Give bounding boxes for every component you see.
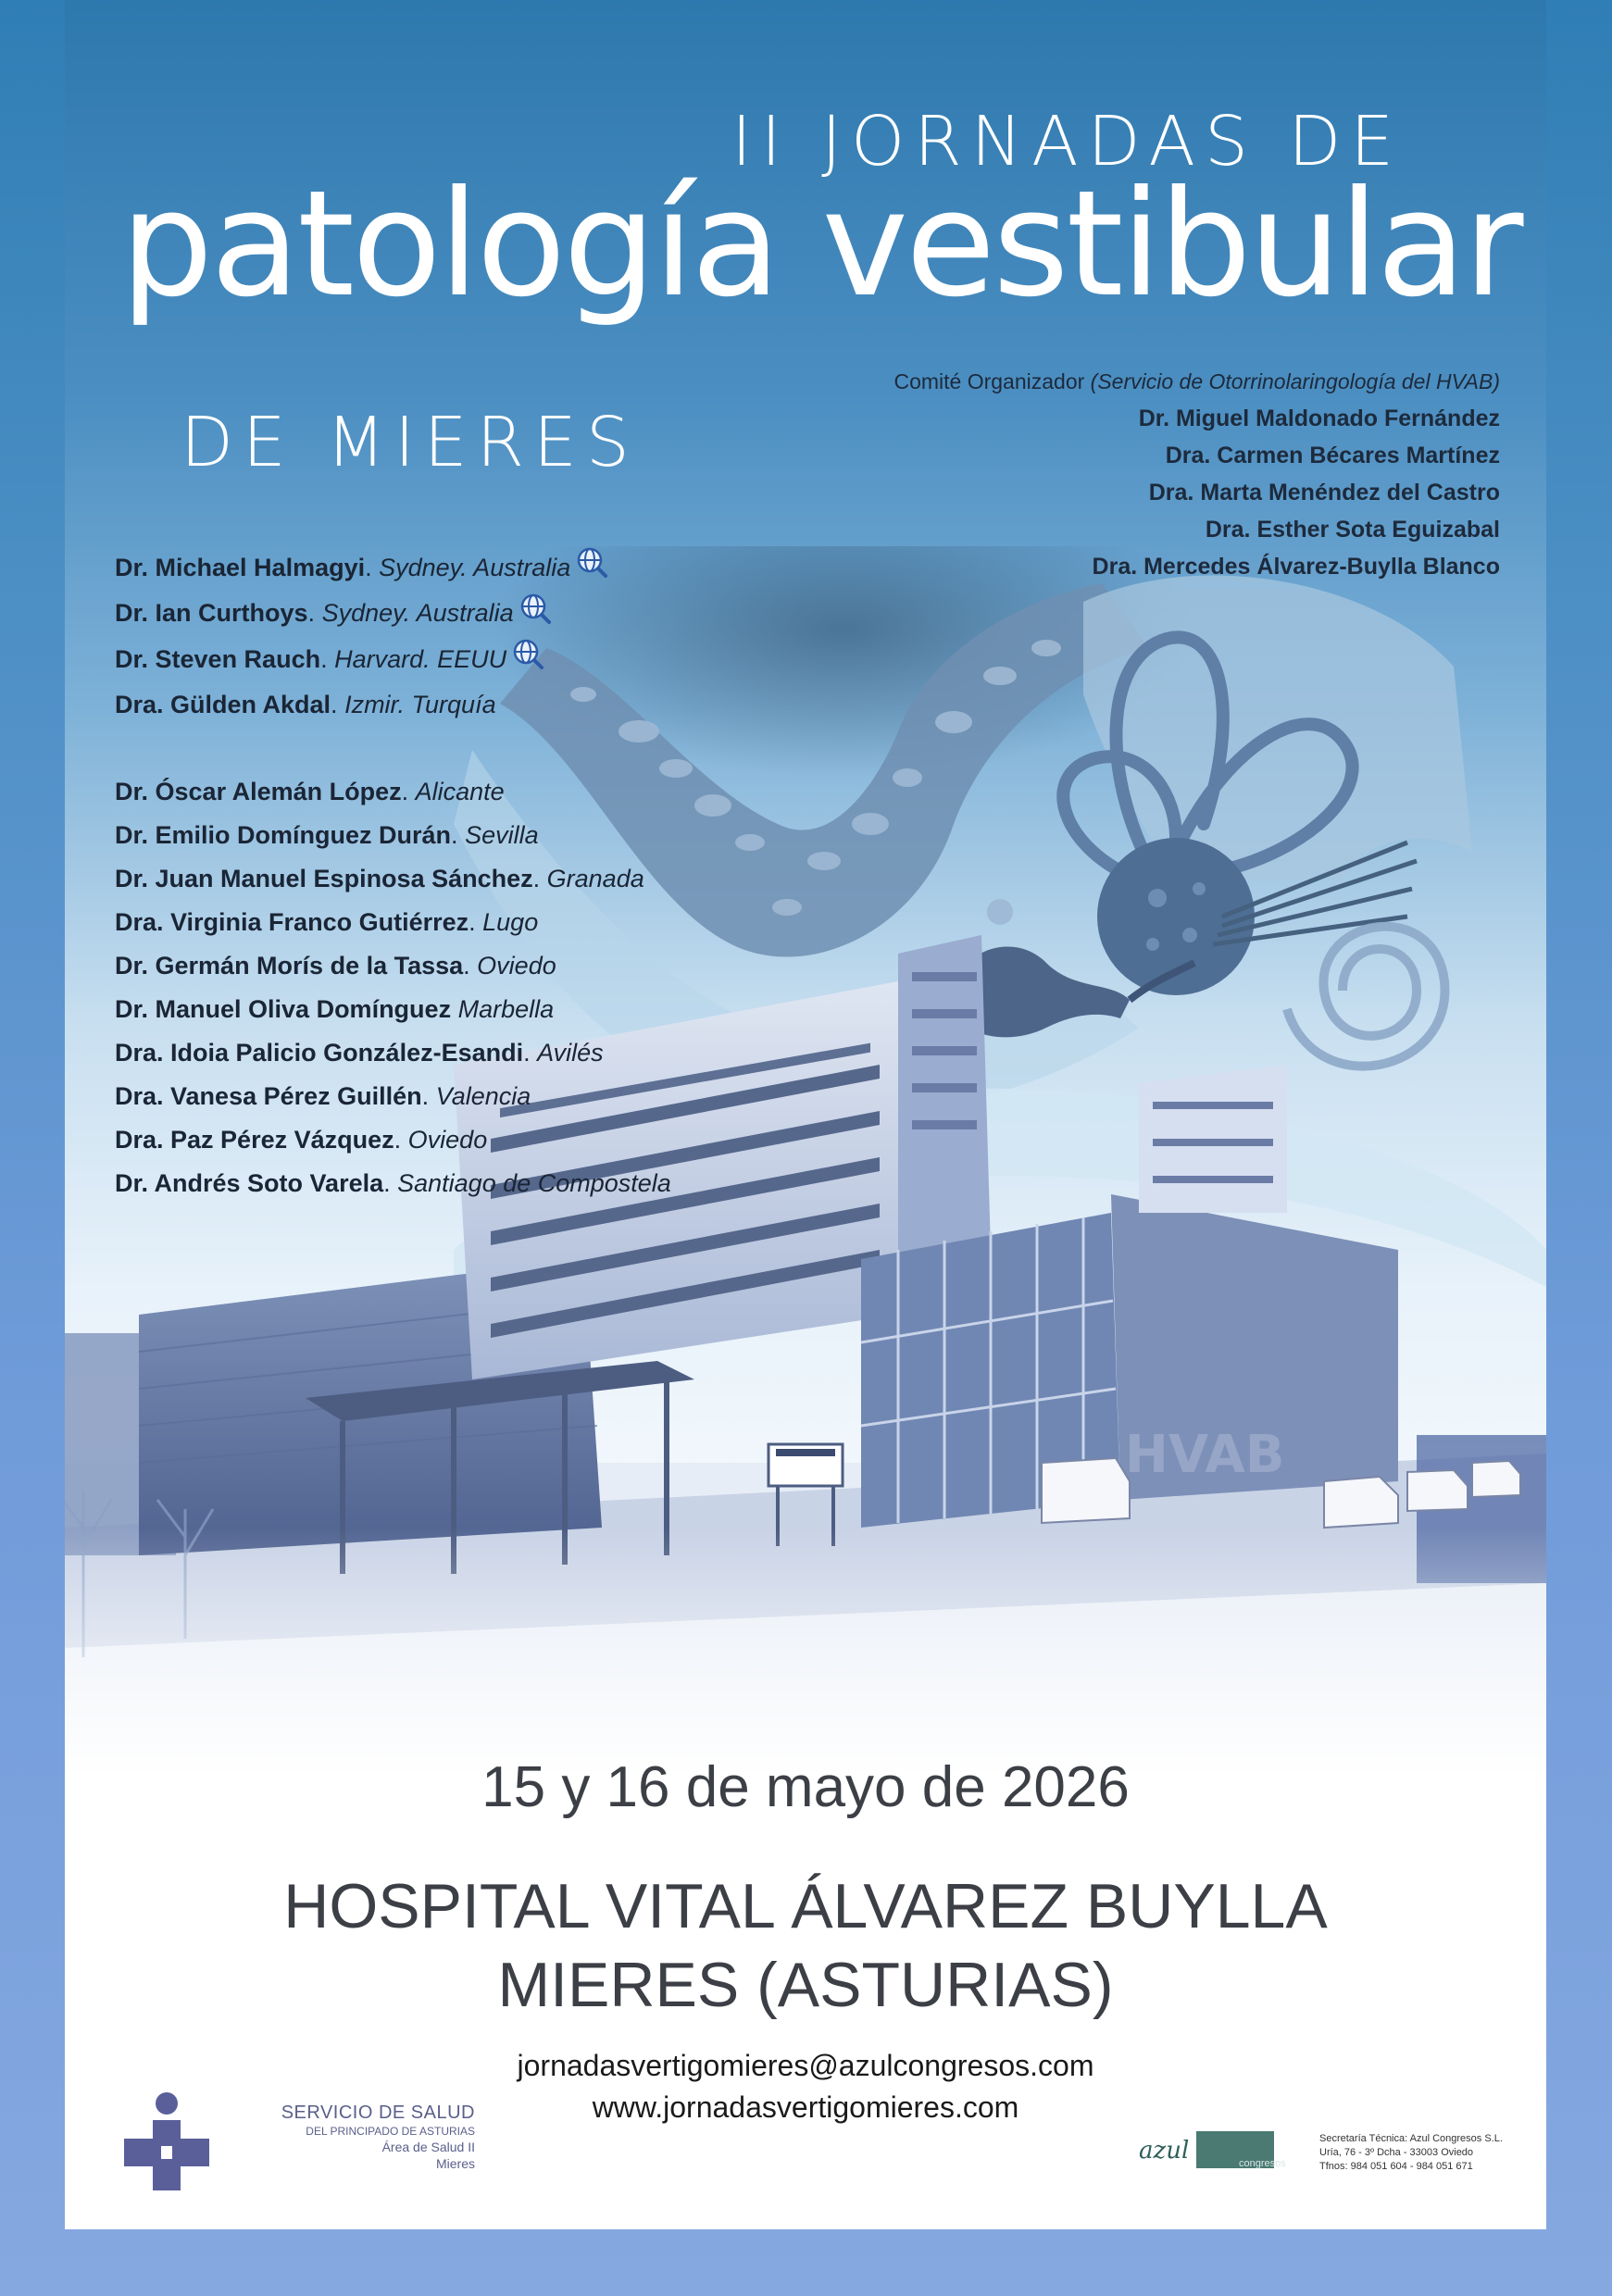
speaker-name: Dr. Andrés Soto Varela <box>115 1169 384 1198</box>
speaker-separator: . <box>383 1169 398 1198</box>
speaker-place: Sydney. Australia <box>379 554 571 581</box>
azul-logo-sub: congresos <box>1239 2158 1286 2169</box>
speaker-place: Oviedo <box>477 952 556 980</box>
speaker-separator: . <box>421 1082 436 1111</box>
speaker-name: Dr. Emilio Domínguez Durán <box>115 821 452 850</box>
health-service-text <box>234 2102 475 2172</box>
event-date: 15 y 16 de mayo de 2026 <box>481 1755 1130 1819</box>
speaker-place: Oviedo <box>407 1126 488 1154</box>
health-service-cross-icon <box>120 2090 213 2192</box>
secretariat-info <box>1319 2132 1532 2174</box>
committee-member: Dra. Mercedes Álvarez-Buylla Blanco <box>1092 554 1500 580</box>
speaker-name: Dra. Virginia Franco Gutiérrez <box>115 908 469 937</box>
health-service-line2: DEL PRINCIPADO DE ASTURIAS <box>306 2125 475 2138</box>
committee-member: Dr. Miguel Maldonado Fernández <box>1138 406 1500 431</box>
speaker-place: Harvard. EEUU <box>334 644 507 673</box>
speaker-place: Valencia <box>435 1082 531 1111</box>
globe-icon[interactable] <box>576 546 607 592</box>
speaker-place: Granada <box>546 865 644 893</box>
svg-text:HVAB: HVAB <box>1125 1425 1285 1485</box>
health-service-line1: SERVICIO DE SALUD <box>281 2103 475 2123</box>
poster <box>65 0 1546 2229</box>
speaker-item: Dr. Ian Curthoys. Sydney. Australia <box>115 592 856 637</box>
speaker-place: Izmir. Turquía <box>344 691 496 719</box>
secretariat-line1: Secretaría Técnica: Azul Congresos S.L. <box>1319 2133 1503 2144</box>
title-line-1: II JORNADAS DE <box>731 102 1404 181</box>
committee-heading-detail: (Servicio de Otorrinolaringología del HVAB) <box>1090 369 1500 393</box>
contact-email[interactable]: jornadasvertigomieres@azulcongresos.com <box>517 2049 1094 2082</box>
title-line-3: DE MIERES <box>181 403 639 482</box>
speaker-item <box>115 901 856 944</box>
speaker-item: Dr. Michael Halmagyi. Sydney. Australia <box>115 546 856 592</box>
speaker-item <box>115 770 856 814</box>
committee-member: Dra. Carmen Bécares Martínez <box>1165 443 1500 468</box>
speaker-item: Dra. Gülden Akdal. Izmir. Turquía <box>115 691 496 719</box>
venue-name: HOSPITAL VITAL ÁLVAREZ BUYLLA <box>283 1871 1328 1941</box>
health-service-line4: Mieres <box>435 2156 475 2171</box>
speaker-name: Dra. Idoia Palicio González-Esandi <box>115 1039 524 1067</box>
speaker-place: Alicante <box>415 778 505 806</box>
speaker-name: Dra. Gülden Akdal <box>115 691 331 719</box>
secretariat-line2: Uría, 76 - 3º Dcha - 33003 Oviedo <box>1319 2147 1474 2158</box>
speaker-name: Dr. Ian Curthoys <box>115 599 308 628</box>
speaker-item <box>115 814 856 857</box>
speaker-separator: . <box>523 1039 538 1067</box>
speaker-place: Lugo <box>482 908 539 937</box>
speaker-name: Dr. Óscar Alemán López <box>115 778 402 806</box>
speaker-name: Dr. Michael Halmagyi <box>115 554 366 581</box>
speaker-place: Sydney. Australia <box>321 599 514 628</box>
website-link[interactable]: www.jornadasvertigomieres.com <box>592 2090 1019 2124</box>
organizing-committee <box>796 363 1500 585</box>
speaker-item <box>115 988 856 1031</box>
speakers-list <box>115 546 856 1205</box>
secretariat-line3: Tfnos: 984 051 604 - 984 051 671 <box>1319 2161 1473 2172</box>
speaker-name: Dr. Juan Manuel Espinosa Sánchez <box>115 865 533 893</box>
speaker-separator: . <box>394 1126 408 1154</box>
globe-icon[interactable] <box>519 593 551 638</box>
venue-city: MIERES (ASTURIAS) <box>497 1950 1114 2020</box>
committee-heading <box>796 363 1500 400</box>
globe-icon[interactable] <box>512 638 544 683</box>
committee-heading-text: Comité Organizador <box>893 369 1085 393</box>
speaker-place: Sevilla <box>465 821 539 850</box>
azul-logo-word: azul <box>1139 2137 1190 2165</box>
speaker-separator: . <box>401 778 416 806</box>
speaker-place: Marbella <box>457 995 555 1024</box>
title-main: patología vestibular <box>120 159 1521 330</box>
speaker-name: Dr. Germán Morís de la Tassa <box>115 952 464 980</box>
speaker-item <box>115 1118 856 1162</box>
speaker-item: Dr. Steven Rauch. Harvard. EEUU <box>115 638 856 683</box>
speaker-name: Dr. Steven Rauch <box>115 644 321 673</box>
speaker-place: Avilés <box>537 1039 604 1067</box>
speakers-gap <box>115 727 856 770</box>
speaker-name: Dra. Paz Pérez Vázquez <box>115 1126 394 1154</box>
committee-member: Dra. Marta Menéndez del Castro <box>1148 480 1500 505</box>
speaker-item <box>115 944 856 988</box>
speaker-name: Dr. Manuel Oliva Domínguez <box>115 995 452 1024</box>
speaker-separator: . <box>532 865 547 893</box>
speaker-separator: . <box>451 821 466 850</box>
speaker-separator: . <box>463 952 478 980</box>
speaker-item <box>115 857 856 901</box>
speaker-item <box>115 1162 856 1205</box>
speaker-place: Santiago de Compostela <box>397 1169 671 1198</box>
speaker-separator: . <box>469 908 483 937</box>
speaker-name: Dra. Vanesa Pérez Guillén <box>115 1082 422 1111</box>
health-service-line3: Área de Salud II <box>381 2140 475 2154</box>
committee-member: Dra. Esther Sota Eguizabal <box>1205 517 1500 543</box>
speaker-item <box>115 1031 856 1075</box>
speaker-item <box>115 1075 856 1118</box>
speaker-separator <box>451 995 458 1023</box>
